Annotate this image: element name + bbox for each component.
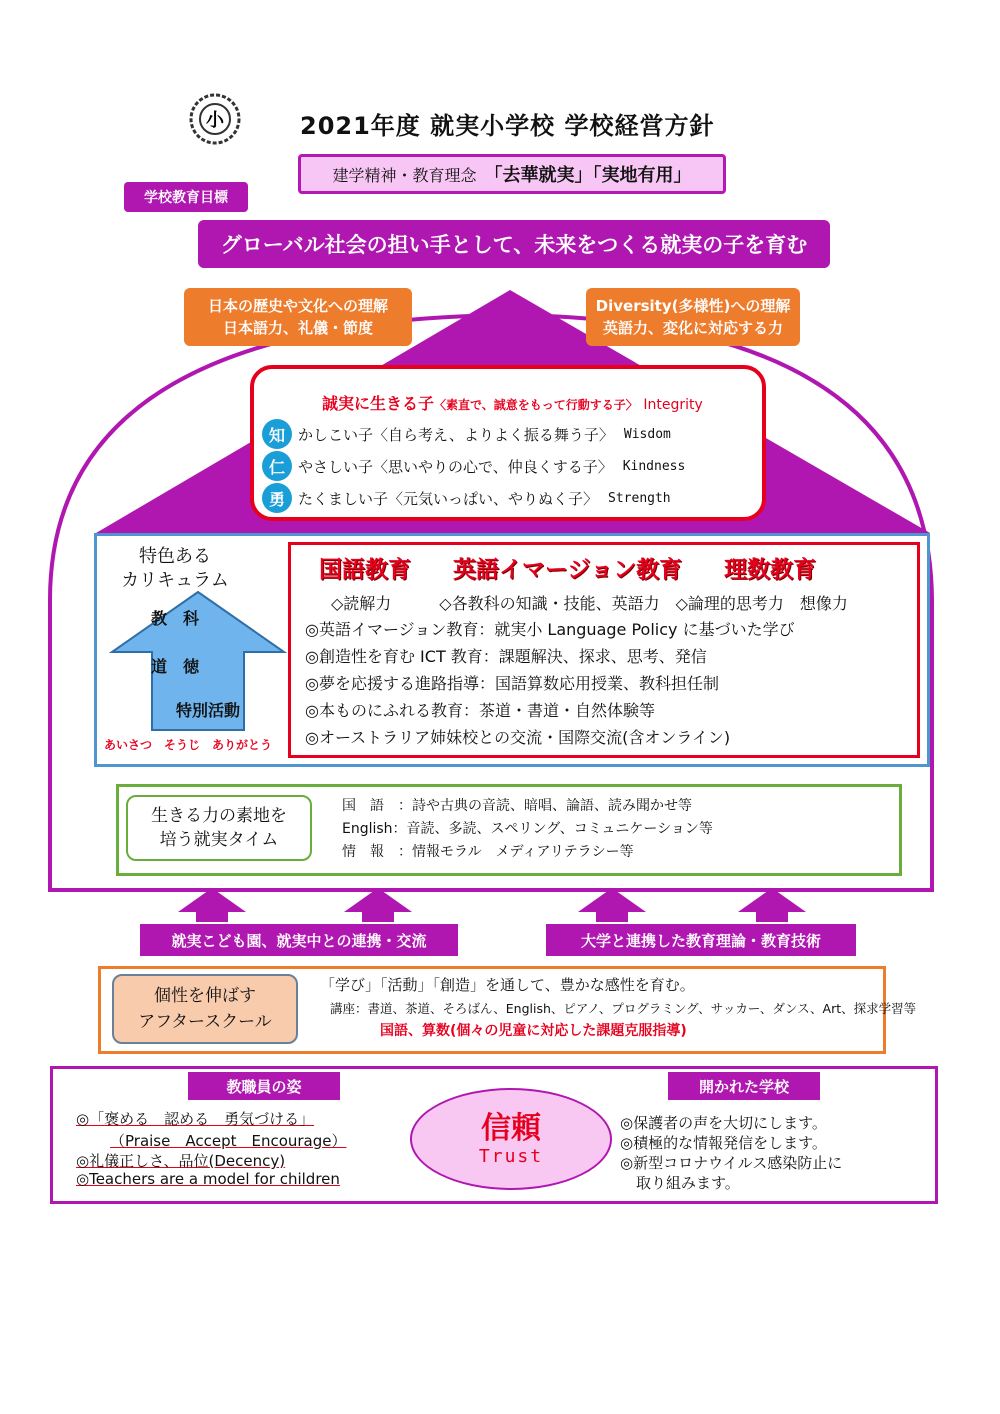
- ideal-row-en: Wisdom: [623, 426, 671, 442]
- ideal-row-wisdom: [262, 419, 671, 449]
- trust-oval: [410, 1088, 612, 1190]
- ideal-row-text: たくましい子〈元気いっぱい、やりぬく子〉: [298, 489, 599, 508]
- pillar-right-line1: Diversity(多様性)への理解: [595, 297, 791, 315]
- jitsu-time-label-line1: 生きる力の素地を: [151, 806, 287, 826]
- jitsu-time-item: 国 語 ：詩や古典の音読、暗唱、論語、読み聞かせ等: [342, 798, 692, 814]
- badge-jin: 仁: [262, 451, 292, 481]
- pillar-right-line2: 英語力、変化に対応する力: [602, 319, 783, 337]
- link-bar-left: 就実こども園、就実中との連携・交流: [140, 924, 458, 956]
- pillar-left-line1: 日本の歴史や文化への理解: [207, 297, 388, 315]
- jitsu-time-label-line2: 培う就実タイム: [159, 830, 279, 850]
- principle-values: 「去華就実」「実地有用」: [484, 165, 692, 186]
- support-arrows: [178, 888, 806, 922]
- badge-chi: 知: [262, 419, 292, 449]
- arrow-item-moral: 道 徳: [150, 657, 199, 676]
- emblem-text: 小: [206, 110, 224, 131]
- heading-science-math: 理数教育: [724, 557, 817, 583]
- motto-text: あいさつ そうじ ありがとう: [104, 738, 273, 752]
- up-arrow-3: [578, 888, 646, 922]
- after-school-label: [112, 974, 298, 1044]
- open-school-tag: 開かれた学校: [668, 1072, 820, 1100]
- open-school-item: ◎積極的な情報発信をします。: [620, 1134, 827, 1152]
- ideal-row-text: かしこい子〈自ら考え、よりよく振る舞う子〉: [298, 425, 614, 444]
- staff-item: ◎礼儀正しさ、品位(Decency): [76, 1152, 286, 1170]
- arrow-item-activities: 特別活動: [175, 701, 240, 720]
- up-arrow-4: [738, 888, 806, 922]
- curriculum-label-line2: カリキュラム: [121, 570, 229, 591]
- open-school-item: ◎新型コロナウイルス感染防止に: [620, 1154, 843, 1172]
- pillar-left-line2: 日本語力、礼儀・節度: [222, 319, 373, 337]
- staff-item: ◎Teachers are a model for children: [76, 1170, 340, 1188]
- curriculum-item: ◎創造性を育む ICT 教育：課題解決、探求、思考、発信: [305, 647, 707, 666]
- heading-english-immersion: 英語イマージョン教育: [453, 557, 683, 583]
- principle-box: [298, 154, 726, 194]
- staff-item: （Praise Accept Encourage）: [110, 1132, 347, 1150]
- after-school-courses: 講座：書道、茶道、そろばん、English、ピアノ、プログラミング、サッカー、ダンス、Art、探求学習等: [330, 1001, 917, 1016]
- trust-en: Trust: [478, 1145, 544, 1167]
- after-school-label-line1: 個性を伸ばす: [154, 986, 256, 1006]
- curriculum-headings: [319, 551, 850, 584]
- staff-tag: 教職員の姿: [188, 1072, 340, 1100]
- open-school-item: 取り組みます。: [636, 1174, 740, 1192]
- open-school-item: ◎保護者の声を大切にします。: [620, 1114, 827, 1132]
- heading-japanese: 国語教育: [319, 557, 411, 583]
- ideal-head-note: 〈素直で、誠意をもって行動する子〉: [434, 398, 638, 412]
- after-school-label-line2: アフタースクール: [138, 1012, 272, 1032]
- curriculum-detail-box: [288, 542, 920, 758]
- curriculum-item: ◎英語イマージョン教育：就実小 Language Policy に基づいた学び: [305, 620, 795, 639]
- trust-jp: 信頼: [481, 1110, 541, 1146]
- school-emblem-icon: [188, 92, 242, 146]
- jitsu-time-label: [126, 795, 312, 861]
- ideal-head: [322, 391, 703, 414]
- ideal-row-kindness: [262, 451, 685, 481]
- pillar-right: [586, 288, 800, 346]
- ideal-head-en: Integrity: [643, 397, 703, 413]
- ideal-row-text: やさしい子〈思いやりの心で、仲良くする子〉: [298, 457, 613, 476]
- pillar-left: [184, 288, 412, 346]
- ideal-row-strength: [262, 483, 671, 513]
- badge-yu: 勇: [262, 483, 292, 513]
- after-school-line1: 「学び」「活動」「創造」を通して、豊かな感性を育む。: [320, 976, 695, 994]
- curriculum-label-line1: 特色ある: [139, 546, 211, 567]
- skills-line: ◇読解力 ◇各教科の知識・技能、英語力 ◇論理的思考力 想像力: [331, 594, 848, 613]
- after-school-support: 国語、算数(個々の児童に対応した課題克服指導): [380, 1023, 687, 1039]
- arrow-item-subjects: 教 科: [150, 609, 199, 628]
- jitsu-time-item: 情 報 ：情報モラル メディアリテラシー等: [342, 844, 634, 860]
- ideal-head-jp: 誠実に生きる子: [322, 394, 435, 413]
- curriculum-item: ◎夢を応援する進路指導：国語算数応用授業、教科担任制: [305, 674, 719, 693]
- school-goal: グローバル社会の担い手として、未来をつくる就実の子を育む: [198, 220, 830, 268]
- staff-item: ◎「褒める 認める 勇気づける」: [76, 1110, 315, 1128]
- jitsu-time-item: English：音読、多読、スペリング、コミュニケーション等: [342, 821, 713, 837]
- page-title: 2021年度 就実小学校 学校経営方針: [300, 112, 715, 140]
- goal-tag: 学校教育目標: [124, 182, 248, 212]
- principle-label: 建学精神・教育理念: [332, 165, 477, 185]
- ideal-row-en: Strength: [608, 490, 671, 506]
- curriculum-label: [120, 545, 230, 593]
- up-arrow-2: [344, 888, 412, 922]
- link-bar-right: 大学と連携した教育理論・教育技術: [546, 924, 856, 956]
- curriculum-item: ◎オーストラリア姉妹校との交流・国際交流(含オンライン): [305, 728, 731, 747]
- curriculum-item: ◎本ものにふれる教育：茶道・書道・自然体験等: [305, 701, 655, 720]
- ideal-row-en: Kindness: [622, 458, 686, 474]
- up-arrow-1: [178, 888, 246, 922]
- ideal-child-box: [250, 365, 766, 521]
